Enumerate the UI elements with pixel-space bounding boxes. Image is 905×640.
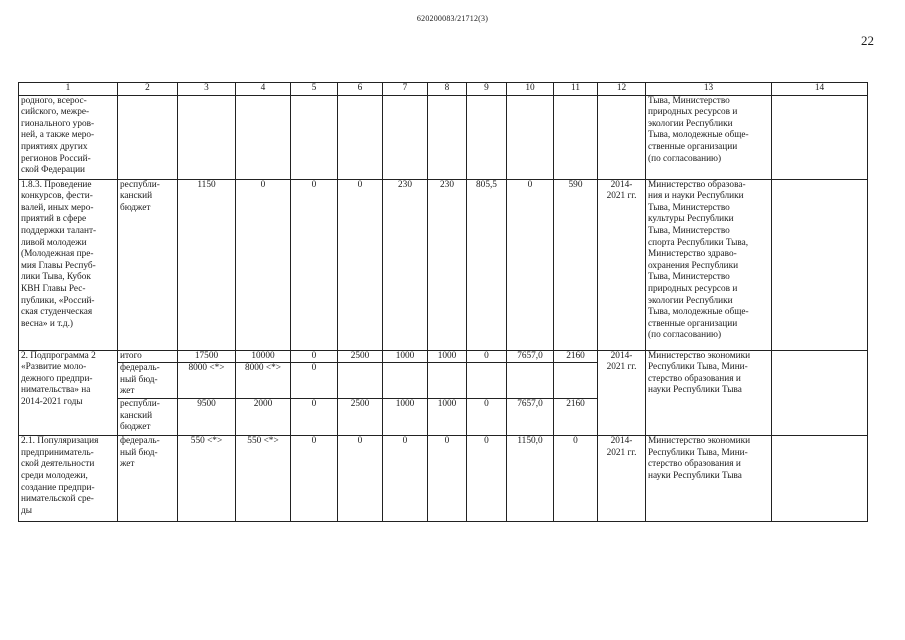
value-2019: 0 — [467, 350, 507, 363]
cell — [467, 95, 507, 179]
value-total: 1150 — [178, 179, 236, 350]
cell — [178, 95, 236, 179]
col-header: 8 — [428, 83, 467, 96]
cell — [772, 350, 868, 436]
cell-line: 1.8.3. Проведение — [21, 179, 92, 190]
cell-line: (по согласованию) — [648, 153, 722, 164]
cell-line: 2. Подпрограмма 2 — [21, 350, 96, 361]
table-row-continuation — [19, 95, 868, 179]
cell — [118, 95, 178, 179]
cell-line: валей, иных меро- — [21, 202, 94, 213]
cell-line: ской деятельности — [21, 459, 95, 470]
cell-line: предприниматель- — [21, 447, 94, 458]
cell-line: 2014- — [610, 436, 633, 447]
cell-line: жет — [120, 386, 135, 397]
cell-line: канский — [120, 410, 153, 421]
value-2020: 7657,0 — [507, 350, 554, 363]
cell — [428, 95, 467, 179]
cell-line: ней, а также меро- — [21, 130, 95, 141]
cell-line: природных ресурсов и — [648, 107, 738, 118]
cell — [291, 95, 338, 179]
col-header: 6 — [338, 83, 383, 96]
cell-line: «Развитие моло- — [21, 362, 87, 373]
col-header: 10 — [507, 83, 554, 96]
cell-line: стерство образования и — [648, 459, 741, 470]
cell-line: 2021 гг. — [606, 191, 637, 202]
cell-line: регионов Россий- — [21, 153, 91, 164]
cell-line: жет — [120, 459, 135, 470]
col-header: 12 — [598, 83, 646, 96]
value-2017 — [383, 363, 428, 399]
cell-line: культуры Республики — [648, 214, 734, 225]
cell-line: Министерство образова- — [648, 179, 746, 190]
col-header: 7 — [383, 83, 428, 96]
cell — [236, 95, 291, 179]
document-id: 620200083/21712(3) — [416, 14, 489, 23]
value-2016: 2500 — [338, 399, 383, 436]
cell — [772, 436, 868, 522]
cell-line: 2014- — [610, 350, 633, 361]
value-2016: 0 — [338, 436, 383, 522]
activity-name — [19, 95, 118, 179]
cell — [507, 95, 554, 179]
activity-name — [19, 179, 118, 350]
program-table — [18, 82, 868, 522]
col-header: 1 — [19, 83, 118, 96]
cell — [772, 95, 868, 179]
cell-line: Тыва, молодежные обще- — [648, 307, 749, 318]
col-header: 9 — [467, 83, 507, 96]
col-header: 3 — [178, 83, 236, 96]
value-2016 — [338, 363, 383, 399]
cell-line: экологии Республики — [648, 295, 733, 306]
cell-line: конкурсов, фести- — [21, 191, 93, 202]
cell-line: ственные организации — [648, 141, 738, 152]
cell-line: дежного предпри- — [21, 373, 93, 384]
value-2018: 230 — [428, 179, 467, 350]
value-2018: 1000 — [428, 399, 467, 436]
cell-line: создание предпри- — [21, 482, 95, 493]
cell-line: Министерство экономики — [648, 350, 751, 361]
responsible-executors — [646, 350, 772, 436]
value-2020: 7657,0 — [507, 399, 554, 436]
value-2019: 0 — [467, 399, 507, 436]
cell-line: гионального уров- — [21, 118, 95, 129]
table-row-2-1 — [19, 436, 868, 522]
cell-line: мия Главы Респуб- — [21, 260, 96, 271]
cell-line: ской Федерации — [21, 165, 86, 176]
cell-line: канский — [120, 191, 153, 202]
cell-line: весна» и т.д.) — [21, 318, 74, 329]
value-2021: 590 — [554, 179, 598, 350]
cell-line: экологии Республики — [648, 118, 733, 129]
value-2021: 2160 — [554, 350, 598, 363]
col-header: 13 — [646, 83, 772, 96]
value-2017: 1000 — [383, 399, 428, 436]
period — [598, 436, 646, 522]
activity-name — [19, 350, 118, 436]
cell-line: поддержки талант- — [21, 225, 97, 236]
period — [598, 350, 646, 436]
cell-line: ния и науки Республики — [648, 191, 744, 202]
funding-source — [118, 436, 178, 522]
cell-line: Тыва, Министерство — [648, 95, 730, 106]
value-2014: 0 — [236, 179, 291, 350]
cell-line: 2014-2021 годы — [21, 396, 83, 407]
cell-line: итого — [120, 350, 142, 361]
value-2015: 0 — [291, 363, 338, 399]
value-2020: 0 — [507, 179, 554, 350]
value-2021: 2160 — [554, 399, 598, 436]
period — [598, 179, 646, 350]
cell-line: КВН Главы Рес- — [21, 283, 86, 294]
responsible-executors — [646, 436, 772, 522]
cell-line: нимательской сре- — [21, 494, 94, 505]
cell-line: среди молодежи, — [21, 470, 88, 481]
cell-line: Тыва, Министерство — [648, 272, 730, 283]
funding-source — [118, 363, 178, 399]
value-2014: 10000 — [236, 350, 291, 363]
value-2016: 0 — [338, 179, 383, 350]
value-2019: 0 — [467, 436, 507, 522]
value-2014: 8000 <*> — [236, 363, 291, 399]
value-2021 — [554, 363, 598, 399]
value-2020 — [507, 363, 554, 399]
header-row — [19, 83, 868, 96]
cell-line: Министерство экономики — [648, 436, 751, 447]
cell-line: 2021 гг. — [606, 447, 637, 458]
cell-line: республи- — [120, 399, 160, 410]
value-2015: 0 — [291, 399, 338, 436]
cell-line: науки Республики Тыва — [648, 470, 742, 481]
cell-line: ственные организации — [648, 318, 738, 329]
value-2018: 0 — [428, 436, 467, 522]
cell-line: науки Республики Тыва — [648, 385, 742, 396]
page-number: 22 — [861, 33, 874, 48]
cell-line: (по согласованию) — [648, 330, 722, 341]
col-header: 4 — [236, 83, 291, 96]
cell-line: 2.1. Популяризация — [21, 436, 99, 447]
cell-line: стерство образования и — [648, 373, 741, 384]
cell-line: спорта Республики Тыва, — [648, 237, 749, 248]
cell-line: природных ресурсов и — [648, 283, 738, 294]
responsible-executors — [646, 179, 772, 350]
cell-line: республи- — [120, 179, 160, 190]
cell — [554, 95, 598, 179]
funding-source — [118, 179, 178, 350]
cell-line: Республики Тыва, Мини- — [648, 447, 748, 458]
cell-line: Республики Тыва, Мини- — [648, 362, 748, 373]
value-2017: 0 — [383, 436, 428, 522]
cell-line: приятиях других — [21, 141, 88, 152]
activity-name — [19, 436, 118, 522]
cell-line: ды — [21, 505, 32, 516]
value-2015: 0 — [291, 179, 338, 350]
cell-line: Тыва, Министерство — [648, 225, 730, 236]
cell-line: публики, «Россий- — [21, 295, 95, 306]
funding-source — [118, 399, 178, 436]
value-2020: 1150,0 — [507, 436, 554, 522]
cell-line: (Молодежная пре- — [21, 249, 94, 260]
cell-line: федераль- — [120, 363, 160, 374]
table-row-1-8-3 — [19, 179, 868, 350]
cell — [338, 95, 383, 179]
value-total: 9500 — [178, 399, 236, 436]
cell-line: бюджет — [120, 202, 151, 213]
value-total: 17500 — [178, 350, 236, 363]
value-total: 8000 <*> — [178, 363, 236, 399]
cell-line: ская студенческая — [21, 307, 93, 318]
funding-source — [118, 350, 178, 363]
cell — [598, 95, 646, 179]
cell-line: ный бюд- — [120, 374, 158, 385]
value-total: 550 <*> — [178, 436, 236, 522]
value-2018: 1000 — [428, 350, 467, 363]
cell-line: нимательства» на — [21, 385, 91, 396]
cell-line: Тыва, Министерство — [648, 202, 730, 213]
cell-line: родного, всерос- — [21, 95, 87, 106]
cell-line: 2021 гг. — [606, 362, 637, 373]
value-2017: 230 — [383, 179, 428, 350]
cell — [383, 95, 428, 179]
value-2015: 0 — [291, 350, 338, 363]
cell-line: Тыва, молодежные обще- — [648, 130, 749, 141]
cell-line: 2014- — [610, 179, 633, 190]
value-2014: 550 <*> — [236, 436, 291, 522]
col-header: 2 — [118, 83, 178, 96]
cell-line: федераль- — [120, 436, 160, 447]
value-2019 — [467, 363, 507, 399]
cell-line: сийского, межре- — [21, 107, 90, 118]
cell-line: приятий в сфере — [21, 214, 87, 225]
cell-line: охранения Республики — [648, 260, 739, 271]
value-2014: 2000 — [236, 399, 291, 436]
value-2015: 0 — [291, 436, 338, 522]
value-2019: 805,5 — [467, 179, 507, 350]
col-header: 11 — [554, 83, 598, 96]
cell-line: лики Тыва, Кубок — [21, 272, 91, 283]
cell-line: ный бюд- — [120, 447, 158, 458]
cell-line: бюджет — [120, 422, 151, 433]
cell-line: ливой молодежи — [21, 237, 87, 248]
table-row-subprogram-2-total — [19, 350, 868, 363]
cell-line: Министерство здраво- — [648, 249, 737, 260]
value-2021: 0 — [554, 436, 598, 522]
cell — [772, 179, 868, 350]
value-2018 — [428, 363, 467, 399]
responsible-executors — [646, 95, 772, 179]
col-header: 14 — [772, 83, 868, 96]
col-header: 5 — [291, 83, 338, 96]
value-2016: 2500 — [338, 350, 383, 363]
value-2017: 1000 — [383, 350, 428, 363]
